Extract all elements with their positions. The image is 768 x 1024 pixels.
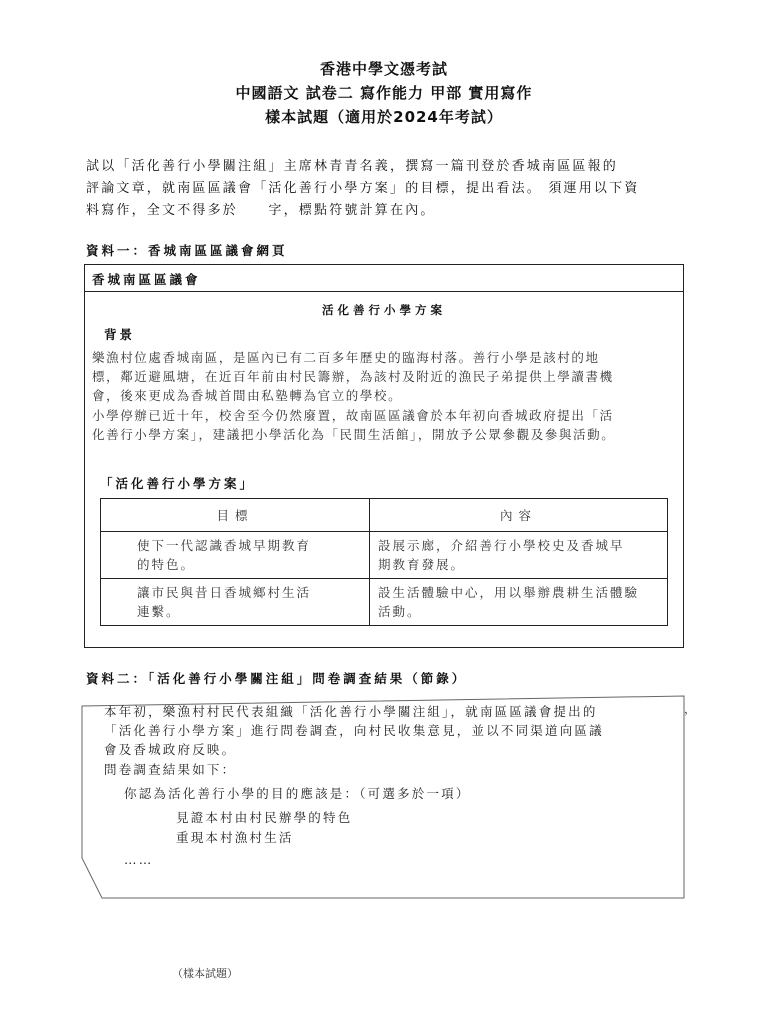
table-header-row <box>101 499 668 532</box>
instruction-line-2: 評論文章，就南區區議會「活化善行小學方案」的目標，提出看法。 須運用以下資 <box>86 181 640 196</box>
exam-title: 香港中學文憑考試 <box>319 60 448 78</box>
material1-box-header <box>84 264 684 292</box>
plan-title: 活化善行小學方案 <box>322 303 446 317</box>
survey-intro: 本年初，樂漁村村民代表組織「活化善行小學關注組」，就南區區議會提出的 「活化善行小學方案」進行問卷調查，向村民收集意見，並以不同渠道向區議 會及香城政府反映。 <box>104 704 604 757</box>
background-para-1: 樂漁村位處香城南區，是區內已有二百多年歷史的臨海村落。善行小學是該村的地 標，鄰近避風塘，在近百年前由村民籌辦，為該村及附近的漁民子弟提供上學讀書機 會，後來更成為香城首間由私塾轉為官立的學校。 <box>92 350 614 403</box>
goal-cell: 讓市民與昔日香城鄉村生活 連繫。 <box>101 579 370 626</box>
survey-option: 重現本村漁村生活 <box>176 830 294 845</box>
instruction-line-3: 料寫作，全文不得多於 字，標點符號計算在內。 <box>86 203 436 218</box>
background-para-2: 小學停辦已近十年，校舍至今仍然廢置，故南區區議會於本年初向香城政府提出「活 化善行小學方案」，建議把小學活化為「民間生活館」，開放予公眾參觀及參與活動。 <box>92 408 616 442</box>
plan-label: 「活化善行小學方案」 <box>100 476 256 491</box>
survey-question: 你認為活化善行小學的目的應該是：（可選多於一項） <box>124 786 471 801</box>
header-goal: 目標 <box>101 499 370 532</box>
footer-label: （樣本試題） <box>172 967 238 980</box>
material1-heading: 資料一：香城南區區議會網頁 <box>86 243 288 258</box>
plan-table <box>100 498 668 626</box>
results-label: 問卷調查結果如下： <box>104 762 237 777</box>
paper-title: 中國語文 試卷二 寫作能力 甲部 實用寫作 <box>235 84 533 102</box>
council-name: 香城南區區議會 <box>92 272 201 287</box>
material2-heading: 資料二：「活化善行小學關注組」問卷調查結果（節錄） <box>86 671 468 686</box>
table-row <box>101 579 668 626</box>
sample-title: 樣本試題（適用於2024年考試） <box>265 108 503 126</box>
background-label: 背景 <box>104 327 136 342</box>
content-cell: 設生活體驗中心，用以舉辦農耕生活體驗 活動。 <box>370 579 668 626</box>
instruction-line-1: 試以「活化善行小學關注組」主席林青青名義，撰寫一篇刊登於香城南區區報的 <box>86 159 619 174</box>
table-row <box>101 532 668 579</box>
goal-cell: 使下一代認識香城早期教育 的特色。 <box>101 532 370 579</box>
header-content: 內容 <box>370 499 668 532</box>
survey-option: 見證本村由村民辦學的特色 <box>176 810 353 825</box>
ellipsis: …… <box>124 852 154 867</box>
side-mark: ， <box>684 702 697 716</box>
content-cell: 設展示廊，介紹善行小學校史及香城早 期教育發展。 <box>370 532 668 579</box>
